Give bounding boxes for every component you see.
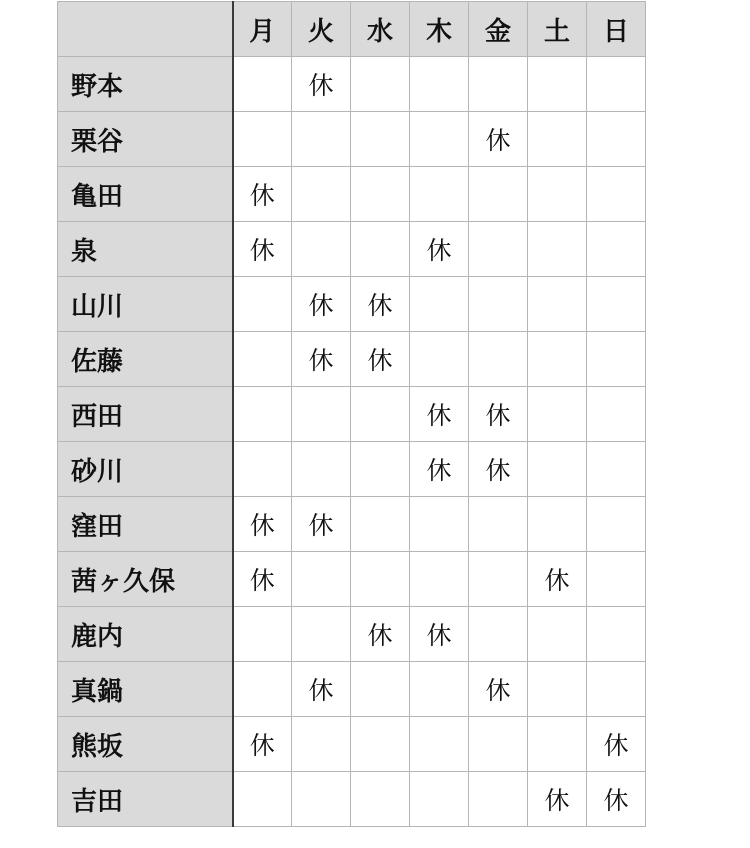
day-off-cell-wed <box>351 497 410 552</box>
day-off-cell-thu: 休 <box>410 607 469 662</box>
day-off-cell-sat <box>528 222 587 277</box>
header-day-thu: 木 <box>410 2 469 57</box>
day-off-cell-sat <box>528 442 587 497</box>
day-off-cell-sat <box>528 607 587 662</box>
day-off-cell-sun <box>587 552 646 607</box>
table-row <box>58 277 646 332</box>
header-day-fri: 金 <box>469 2 528 57</box>
day-off-cell-fri <box>469 772 528 827</box>
day-off-cell-thu <box>410 277 469 332</box>
employee-name-cell: 鹿内 <box>58 607 233 662</box>
day-off-cell-thu: 休 <box>410 442 469 497</box>
day-off-cell-sat <box>528 112 587 167</box>
table-body <box>58 57 646 827</box>
day-off-cell-sat <box>528 662 587 717</box>
table-row <box>58 57 646 112</box>
day-off-cell-thu: 休 <box>410 387 469 442</box>
table-header <box>58 2 646 57</box>
day-off-cell-thu <box>410 57 469 112</box>
table-row <box>58 332 646 387</box>
table-row <box>58 607 646 662</box>
day-off-cell-mon <box>233 332 292 387</box>
table-row <box>58 717 646 772</box>
employee-name-cell: 熊坂 <box>58 717 233 772</box>
day-off-cell-sun <box>587 332 646 387</box>
employee-name-cell: 吉田 <box>58 772 233 827</box>
day-off-cell-fri <box>469 167 528 222</box>
day-off-cell-tue <box>292 607 351 662</box>
day-off-cell-sun: 休 <box>587 717 646 772</box>
day-off-cell-thu <box>410 497 469 552</box>
day-off-cell-wed <box>351 442 410 497</box>
day-off-cell-sun <box>587 222 646 277</box>
day-off-cell-sun <box>587 167 646 222</box>
day-off-cell-sat <box>528 57 587 112</box>
header-row <box>58 2 646 57</box>
day-off-cell-sun <box>587 662 646 717</box>
day-off-cell-wed <box>351 167 410 222</box>
day-off-cell-wed <box>351 222 410 277</box>
employee-name-cell: 砂川 <box>58 442 233 497</box>
day-off-cell-mon: 休 <box>233 497 292 552</box>
day-off-cell-tue <box>292 717 351 772</box>
day-off-cell-fri <box>469 497 528 552</box>
day-off-cell-fri <box>469 57 528 112</box>
day-off-cell-wed: 休 <box>351 332 410 387</box>
day-off-cell-fri: 休 <box>469 442 528 497</box>
table-row <box>58 387 646 442</box>
day-off-cell-mon <box>233 662 292 717</box>
day-off-cell-wed: 休 <box>351 607 410 662</box>
day-off-cell-tue: 休 <box>292 662 351 717</box>
header-day-sun: 日 <box>587 2 646 57</box>
day-off-cell-sun <box>587 607 646 662</box>
day-off-cell-thu <box>410 167 469 222</box>
employee-name-cell: 窪田 <box>58 497 233 552</box>
day-off-cell-mon <box>233 387 292 442</box>
day-off-cell-wed <box>351 772 410 827</box>
day-off-cell-sun <box>587 112 646 167</box>
table-row <box>58 662 646 717</box>
header-day-wed: 水 <box>351 2 410 57</box>
day-off-cell-fri <box>469 277 528 332</box>
day-off-cell-mon: 休 <box>233 222 292 277</box>
day-off-cell-mon <box>233 607 292 662</box>
header-corner-cell <box>58 2 233 57</box>
employee-name-cell: 佐藤 <box>58 332 233 387</box>
day-off-cell-tue <box>292 772 351 827</box>
day-off-cell-sun <box>587 442 646 497</box>
day-off-cell-tue <box>292 167 351 222</box>
day-off-cell-fri: 休 <box>469 112 528 167</box>
day-off-cell-sat <box>528 497 587 552</box>
day-off-cell-wed <box>351 57 410 112</box>
day-off-cell-wed <box>351 717 410 772</box>
day-off-cell-mon: 休 <box>233 167 292 222</box>
employee-name-cell: 泉 <box>58 222 233 277</box>
day-off-cell-fri: 休 <box>469 387 528 442</box>
employee-name-cell: 野本 <box>58 57 233 112</box>
day-off-cell-fri <box>469 607 528 662</box>
day-off-cell-mon <box>233 112 292 167</box>
day-off-cell-mon <box>233 442 292 497</box>
day-off-cell-sat <box>528 277 587 332</box>
day-off-cell-tue <box>292 387 351 442</box>
day-off-cell-sun <box>587 497 646 552</box>
day-off-cell-sat <box>528 332 587 387</box>
day-off-cell-sun <box>587 277 646 332</box>
day-off-cell-sat <box>528 167 587 222</box>
day-off-cell-thu <box>410 112 469 167</box>
employee-name-cell: 栗谷 <box>58 112 233 167</box>
day-off-cell-mon <box>233 57 292 112</box>
day-off-cell-fri <box>469 552 528 607</box>
employee-name-cell: 西田 <box>58 387 233 442</box>
day-off-cell-wed <box>351 662 410 717</box>
header-day-mon: 月 <box>233 2 292 57</box>
employee-name-cell: 茜ヶ久保 <box>58 552 233 607</box>
day-off-cell-mon: 休 <box>233 717 292 772</box>
day-off-cell-fri: 休 <box>469 662 528 717</box>
employee-name-cell: 亀田 <box>58 167 233 222</box>
day-off-cell-wed <box>351 387 410 442</box>
table-row <box>58 112 646 167</box>
table-row <box>58 167 646 222</box>
day-off-cell-sun <box>587 57 646 112</box>
table-row <box>58 442 646 497</box>
day-off-cell-sat: 休 <box>528 552 587 607</box>
table-row <box>58 772 646 827</box>
day-off-cell-sat: 休 <box>528 772 587 827</box>
day-off-cell-thu <box>410 717 469 772</box>
day-off-cell-fri <box>469 222 528 277</box>
day-off-cell-tue <box>292 442 351 497</box>
table-row <box>58 222 646 277</box>
day-off-cell-tue: 休 <box>292 497 351 552</box>
day-off-cell-thu <box>410 772 469 827</box>
day-off-cell-sun: 休 <box>587 772 646 827</box>
day-off-cell-tue <box>292 552 351 607</box>
table-row <box>58 497 646 552</box>
day-off-cell-wed <box>351 112 410 167</box>
header-day-tue: 火 <box>292 2 351 57</box>
day-off-cell-mon <box>233 772 292 827</box>
table-row <box>58 552 646 607</box>
day-off-cell-thu: 休 <box>410 222 469 277</box>
day-off-cell-tue <box>292 112 351 167</box>
day-off-cell-wed: 休 <box>351 277 410 332</box>
day-off-cell-mon <box>233 277 292 332</box>
day-off-cell-thu <box>410 552 469 607</box>
day-off-cell-thu <box>410 662 469 717</box>
shift-schedule-table <box>57 1 646 827</box>
day-off-cell-sat <box>528 717 587 772</box>
employee-name-cell: 真鍋 <box>58 662 233 717</box>
day-off-cell-thu <box>410 332 469 387</box>
day-off-cell-wed <box>351 552 410 607</box>
day-off-cell-tue: 休 <box>292 332 351 387</box>
day-off-cell-tue <box>292 222 351 277</box>
day-off-cell-tue: 休 <box>292 57 351 112</box>
day-off-cell-fri <box>469 717 528 772</box>
day-off-cell-tue: 休 <box>292 277 351 332</box>
day-off-cell-fri <box>469 332 528 387</box>
day-off-cell-mon: 休 <box>233 552 292 607</box>
header-day-sat: 土 <box>528 2 587 57</box>
day-off-cell-sat <box>528 387 587 442</box>
employee-name-cell: 山川 <box>58 277 233 332</box>
day-off-cell-sun <box>587 387 646 442</box>
